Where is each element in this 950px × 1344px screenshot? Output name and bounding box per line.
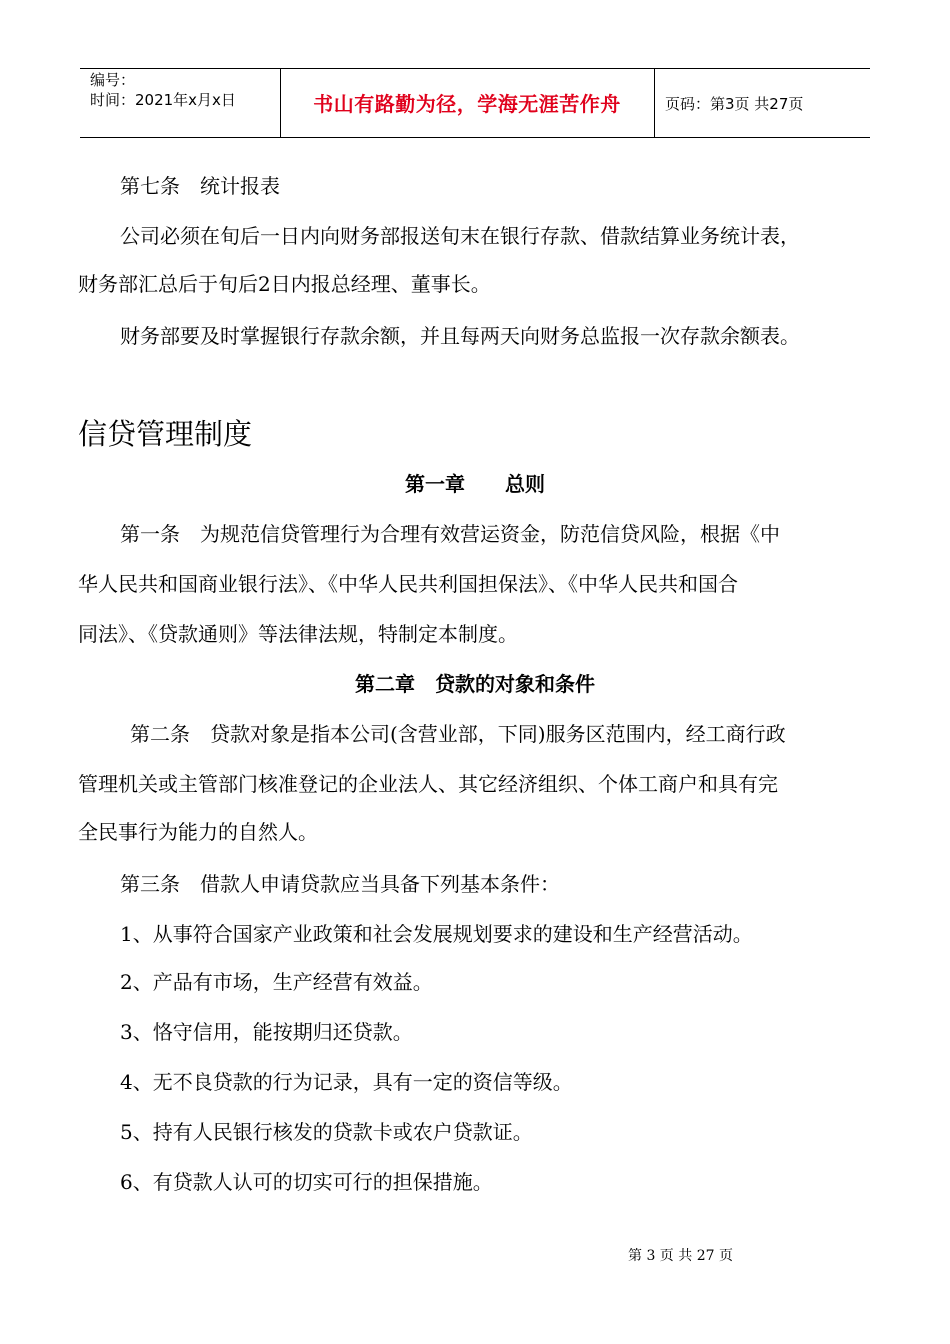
article-1-line: 同法》、《贷款通则》等法律法规，特制定本制度。 (78, 622, 518, 646)
header-page-code: 页码：第3页 共27页 (665, 95, 804, 113)
condition-item: 2、产品有市场，生产经营有效益。 (120, 970, 433, 994)
condition-item: 1、从事符合国家产业政策和社会发展规划要求的建设和生产经营活动。 (120, 922, 753, 946)
page-header (80, 68, 870, 138)
article-1-line: 华人民共和国商业银行法》、《中华人民共利国担保法》、《中华人民共和国合 (78, 572, 738, 596)
condition-item: 3、恪守信用，能按期归还贷款。 (120, 1020, 413, 1044)
document-number-label: 编号： (90, 71, 136, 89)
condition-item: 4、无不良贷款的行为记录，具有一定的资信等级。 (120, 1070, 573, 1094)
condition-item: 6、有贷款人认可的切实可行的担保措施。 (120, 1170, 493, 1194)
document-date-label: 时间：2021年x月x日 (90, 91, 236, 109)
header-motto-cell (280, 69, 655, 137)
article-7-title: 第七条 统计报表 (120, 174, 280, 198)
header-motto: 书山有路勤为径，学海无涯苦作舟 (313, 92, 621, 116)
chapter-1-heading: 第一章 总则 (405, 472, 545, 496)
paragraph-line: 财务部汇总后于旬后2日内报总经理、董事长。 (78, 272, 491, 296)
header-page-cell (655, 69, 870, 137)
article-1-line: 第一条 为规范信贷管理行为合理有效营运资金，防范信贷风险，根据《中 (120, 522, 780, 546)
paragraph-line: 财务部要及时掌握银行存款余额，并且每两天向财务总监报一次存款余额表。 (120, 324, 800, 348)
condition-item: 5、持有人民银行核发的贷款卡或农户贷款证。 (120, 1120, 533, 1144)
article-2-line: 全民事行为能力的自然人。 (78, 820, 318, 844)
paragraph-line: 公司必须在旬后一日内向财务部报送旬末在银行存款、借款结算业务统计表， (120, 224, 800, 248)
article-2-line: 管理机关或主管部门核准登记的企业法人、其它经济组织、个体工商户和具有完 (78, 772, 778, 796)
section-title: 信贷管理制度 (78, 417, 253, 451)
article-3-line: 第三条 借款人申请贷款应当具备下列基本条件： (120, 872, 560, 896)
chapter-2-heading: 第二章 贷款的对象和条件 (355, 672, 595, 696)
header-meta-cell (80, 69, 281, 137)
article-2-line: 第二条 贷款对象是指本公司(含营业部，下同)服务区范围内，经工商行政 (130, 722, 786, 746)
page-footer: 第 3 页 共 27 页 (628, 1248, 733, 1264)
